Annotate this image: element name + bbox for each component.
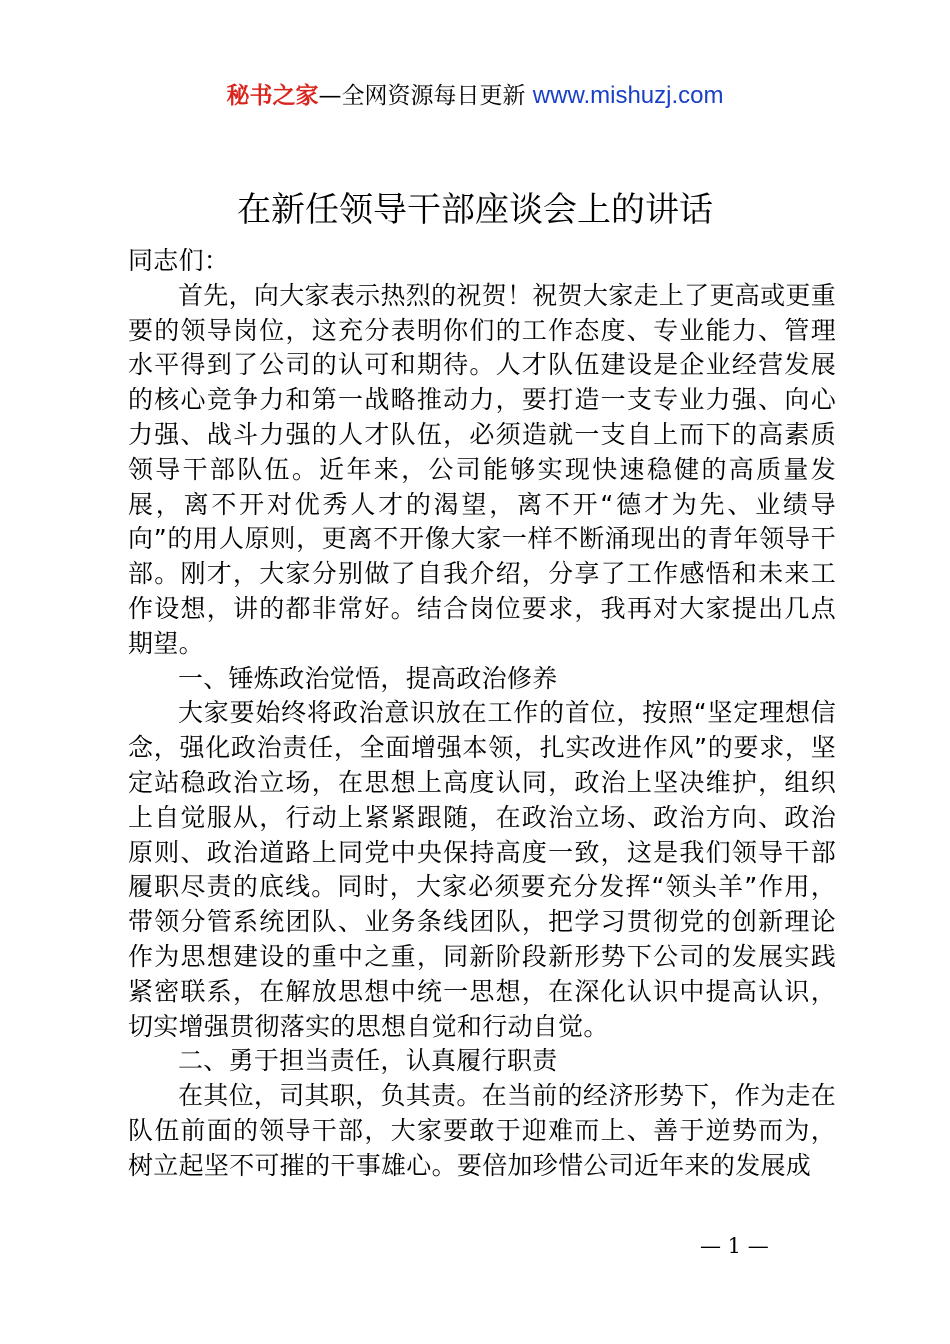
section-heading-2: 二、勇于担当责任，认真履行职责 — [178, 1046, 558, 1076]
header-tagline: —全网资源每日更新 — [318, 83, 533, 109]
site-url[interactable]: www.mishuzj.com — [532, 82, 724, 109]
site-header — [0, 80, 950, 112]
brand-name: 秘书之家 — [226, 83, 319, 109]
document-body — [128, 244, 836, 1184]
salutation: 同志们： — [128, 246, 230, 275]
paragraph-section-1: 大家要始终将政治意识放在工作的首位，按照“坚定理想信念，强化政治责任，全面增强本领，扎实改进作风”的要求，坚定站稳政治立场，在思想上高度认同，政治上坚决维护，组织上自觉服从，行动上紧紧跟随，在政治立场、政治方向、政治原则、政治道路上同党中央保持高度一致，这是我们领导干部履职尽责的底线。同时，大家必须要充分发挥“领头羊”作用，带领分管系统团队、业务条线团队，把学习贯彻党的创新理论作为思想建设的重中之重，同新阶段新形势下公司的发展实践紧密联系，在解放思想中统一思想，在深化认识中提高认识，切实增强贯彻落实的思想自觉和行动自觉。 — [128, 698, 836, 1041]
paragraph-section-2: 在其位，司其职，负其责。在当前的经济形势下，作为走在队伍前面的领导干部，大家要敢于迎难而上、善于逆势而为，树立起坚不可摧的干事雄心。要倍加珍惜公司近年来的发展成 — [128, 1081, 836, 1180]
page-number: — 1 — — [700, 1234, 769, 1258]
document-title: 在新任领导干部座谈会上的讲话 — [237, 190, 713, 230]
section-heading-1: 一、锤炼政治觉悟，提高政治修养 — [178, 663, 558, 693]
paragraph-intro: 首先，向大家表示热烈的祝贺！祝贺大家走上了更高或更重要的领导岗位，这充分表明你们的工作态度、专业能力、管理水平得到了公司的认可和期待。人才队伍建设是企业经营发展的核心竞争力和第一战略推动力，要打造一支专业力强、向心力强、战斗力强的人才队伍，必须造就一支自上而下的高素质领导干部队伍。近年来，公司能够实现快速稳健的高质量发展，离不开对优秀人才的渴望，离不开“德才为先、业绩导向”的用人原则，更离不开像大家一样不断涌现出的青年领导干部。刚才，大家分别做了自我介绍，分享了工作感悟和未来工作设想，讲的都非常好。结合岗位要求，我再对大家提出几点期望。 — [128, 280, 836, 658]
